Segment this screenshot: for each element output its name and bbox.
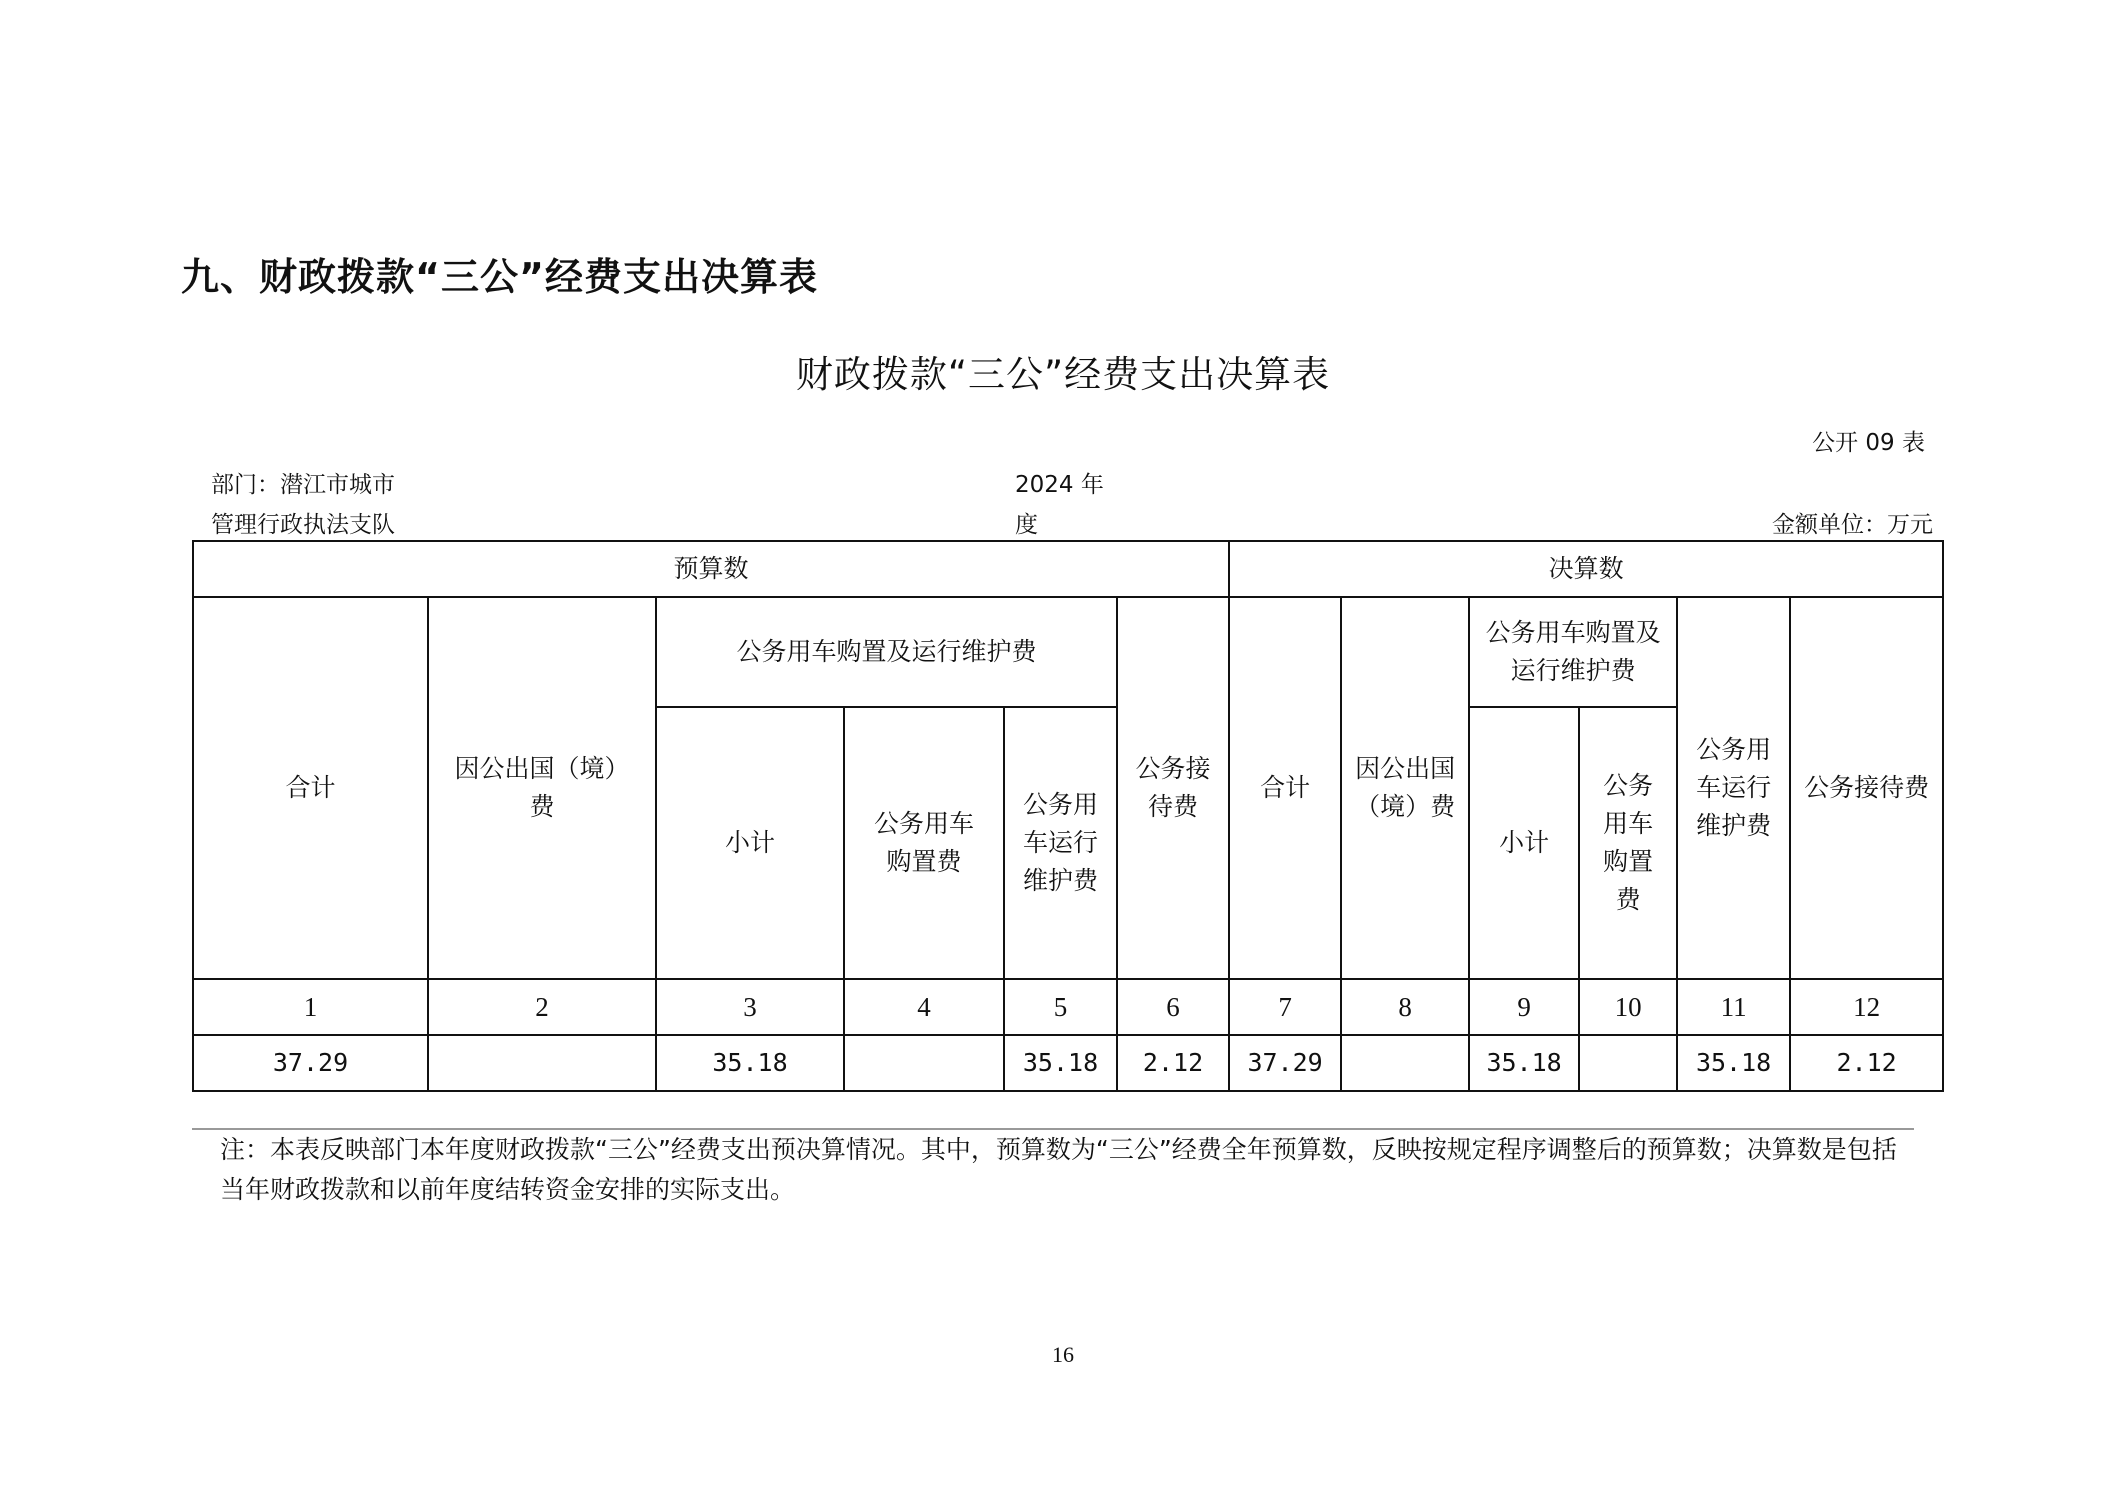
column-number: 5 — [1004, 979, 1117, 1035]
table-title: 财政拨款“三公”经费支出决算表 — [795, 353, 1331, 396]
budget-abroad-value — [428, 1035, 656, 1091]
final-vehicle-purchase-header: 公务用车购置费 — [1579, 707, 1677, 979]
budget-vehicle-operation-value: 35.18 — [1004, 1035, 1117, 1091]
table-code: 公开 09 表 — [1812, 430, 1925, 456]
final-vehicle-purchase-value — [1579, 1035, 1677, 1091]
final-abroad-value — [1341, 1035, 1469, 1091]
column-number: 4 — [844, 979, 1004, 1035]
budget-reception-value: 2.12 — [1117, 1035, 1229, 1091]
table-note: 注：本表反映部门本年度财政拨款“三公”经费支出预决算情况。其中，预算数为“三公”经费全年预算数，反映按规定程序调整后的预算数；决算数是包括当年财政拨款和以前年度结转资金安排的实际支出。 — [220, 1135, 1897, 1204]
final-reception-header: 公务接待费 — [1790, 597, 1943, 979]
year-label-line1: 2024 年 — [1015, 472, 1104, 498]
final-total-value: 37.29 — [1229, 1035, 1341, 1091]
budget-vehicle-purchase-header: 公务用车购置费 — [844, 707, 1004, 979]
final-total-header: 合计 — [1229, 597, 1341, 979]
department-label-line1: 部门：潜江市城市 — [211, 472, 395, 498]
column-number: 11 — [1677, 979, 1790, 1035]
final-reception-value: 2.12 — [1790, 1035, 1943, 1091]
final-abroad-header: 因公出国（境）费 — [1341, 597, 1469, 979]
budget-subtotal-value: 35.18 — [656, 1035, 844, 1091]
budget-group-header: 预算数 — [193, 541, 1229, 597]
column-number: 2 — [428, 979, 656, 1035]
year-label-line2: 度 — [1015, 512, 1038, 538]
column-number: 3 — [656, 979, 844, 1035]
page-number: 16 — [1052, 1342, 1074, 1367]
budget-reception-header: 公务接待费 — [1117, 597, 1229, 979]
column-number: 1 — [193, 979, 428, 1035]
final-vehicle-operation-header: 公务用车运行维护费 — [1677, 597, 1790, 979]
final-group-header: 决算数 — [1229, 541, 1943, 597]
column-number: 10 — [1579, 979, 1677, 1035]
budget-vehicle-operation-header: 公务用车运行维护费 — [1004, 707, 1117, 979]
column-number: 12 — [1790, 979, 1943, 1035]
final-vehicle-group-header: 公务用车购置及运行维护费 — [1469, 597, 1677, 707]
column-number: 6 — [1117, 979, 1229, 1035]
unit-label: 金额单位：万元 — [1772, 512, 1933, 538]
budget-subtotal-header: 小计 — [656, 707, 844, 979]
column-number: 9 — [1469, 979, 1579, 1035]
budget-abroad-header: 因公出国（境）费 — [428, 597, 656, 979]
budget-vehicle-purchase-value — [844, 1035, 1004, 1091]
column-number: 7 — [1229, 979, 1341, 1035]
budget-total-header: 合计 — [193, 597, 428, 979]
department-label-line2: 管理行政执法支队 — [211, 512, 395, 538]
budget-total-value: 37.29 — [193, 1035, 428, 1091]
final-subtotal-value: 35.18 — [1469, 1035, 1579, 1091]
final-subtotal-header: 小计 — [1469, 707, 1579, 979]
three-public-expense-table — [192, 540, 1944, 1092]
final-vehicle-operation-value: 35.18 — [1677, 1035, 1790, 1091]
column-number: 8 — [1341, 979, 1469, 1035]
budget-vehicle-group-header: 公务用车购置及运行维护费 — [656, 597, 1117, 707]
section-heading: 九、财政拨款“三公”经费支出决算表 — [181, 255, 818, 299]
